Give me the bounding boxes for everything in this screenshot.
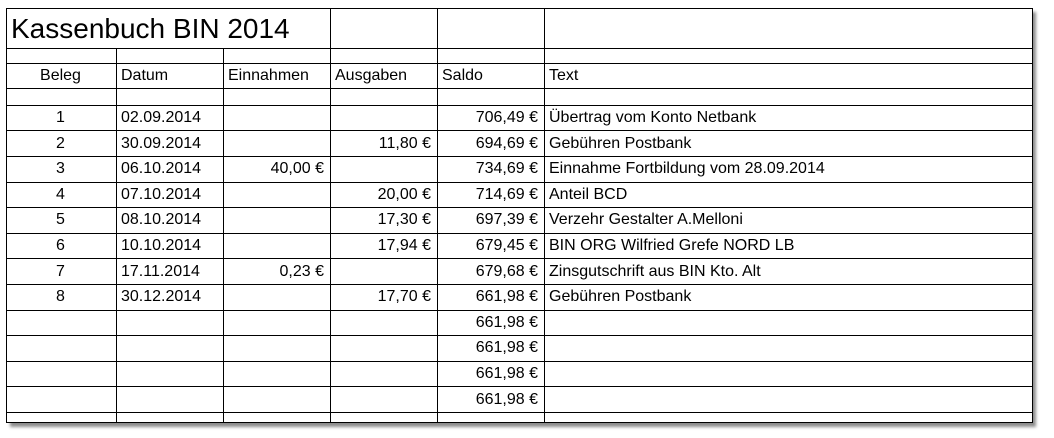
- text-cell[interactable]: Verzehr Gestalter A.Melloni: [545, 208, 1033, 234]
- empty-cell[interactable]: [331, 412, 438, 422]
- table-row: [7, 233, 1033, 259]
- table-row: [7, 105, 1033, 131]
- empty-cell[interactable]: [545, 49, 1033, 63]
- ausgaben-cell[interactable]: [331, 259, 438, 285]
- empty-cell[interactable]: [117, 412, 224, 422]
- ausgaben-cell[interactable]: [331, 310, 438, 336]
- empty-cell[interactable]: [331, 9, 438, 49]
- einnahmen-cell[interactable]: [224, 310, 331, 336]
- empty-cell[interactable]: [545, 412, 1033, 422]
- beleg-cell[interactable]: 6: [7, 233, 117, 259]
- empty-cell[interactable]: [438, 412, 545, 422]
- saldo-cell[interactable]: 697,39 €: [438, 208, 545, 234]
- einnahmen-cell[interactable]: 40,00 €: [224, 156, 331, 182]
- einnahmen-cell[interactable]: [224, 387, 331, 413]
- beleg-cell[interactable]: [7, 336, 117, 362]
- ausgaben-cell[interactable]: [331, 105, 438, 131]
- saldo-cell[interactable]: 706,49 €: [438, 105, 545, 131]
- text-cell[interactable]: Anteil BCD: [545, 182, 1033, 208]
- empty-cell[interactable]: [438, 89, 545, 106]
- beleg-cell[interactable]: 1: [7, 105, 117, 131]
- title-row: [7, 9, 1033, 49]
- table-row: [7, 259, 1033, 285]
- text-cell[interactable]: [545, 387, 1033, 413]
- datum-cell[interactable]: 08.10.2014: [117, 208, 224, 234]
- empty-cell[interactable]: [438, 9, 545, 49]
- einnahmen-cell[interactable]: [224, 105, 331, 131]
- table-row: [7, 310, 1033, 336]
- datum-cell[interactable]: [117, 310, 224, 336]
- header-saldo[interactable]: Saldo: [438, 63, 545, 89]
- text-cell[interactable]: [545, 310, 1033, 336]
- ausgaben-cell[interactable]: 17,30 €: [331, 208, 438, 234]
- datum-cell[interactable]: [117, 336, 224, 362]
- empty-cell[interactable]: [7, 412, 117, 422]
- cashbook-table: [6, 8, 1033, 423]
- einnahmen-cell[interactable]: 0,23 €: [224, 259, 331, 285]
- table-row: [7, 208, 1033, 234]
- datum-cell[interactable]: 30.12.2014: [117, 284, 224, 310]
- beleg-cell[interactable]: 2: [7, 131, 117, 157]
- empty-cell[interactable]: [331, 89, 438, 106]
- saldo-cell[interactable]: 679,68 €: [438, 259, 545, 285]
- datum-cell[interactable]: 10.10.2014: [117, 233, 224, 259]
- beleg-cell[interactable]: [7, 361, 117, 387]
- beleg-cell[interactable]: 3: [7, 156, 117, 182]
- empty-cell[interactable]: [224, 412, 331, 422]
- saldo-cell[interactable]: 661,98 €: [438, 361, 545, 387]
- text-cell[interactable]: Gebühren Postbank: [545, 131, 1033, 157]
- beleg-cell[interactable]: 4: [7, 182, 117, 208]
- spacer-row: [7, 89, 1033, 106]
- beleg-cell[interactable]: [7, 387, 117, 413]
- einnahmen-cell[interactable]: [224, 131, 331, 157]
- empty-cell[interactable]: [545, 89, 1033, 106]
- header-datum[interactable]: Datum: [117, 63, 224, 89]
- saldo-cell[interactable]: 661,98 €: [438, 336, 545, 362]
- spreadsheet-sheet: [6, 8, 1032, 423]
- ausgaben-cell[interactable]: 20,00 €: [331, 182, 438, 208]
- einnahmen-cell[interactable]: [224, 208, 331, 234]
- ausgaben-cell[interactable]: [331, 361, 438, 387]
- table-row: [7, 182, 1033, 208]
- saldo-cell[interactable]: 734,69 €: [438, 156, 545, 182]
- einnahmen-cell[interactable]: [224, 233, 331, 259]
- table-row: [7, 387, 1033, 413]
- datum-cell[interactable]: 30.09.2014: [117, 131, 224, 157]
- ausgaben-cell[interactable]: [331, 156, 438, 182]
- table-row: [7, 361, 1033, 387]
- datum-cell[interactable]: 06.10.2014: [117, 156, 224, 182]
- ausgaben-cell[interactable]: 11,80 €: [331, 131, 438, 157]
- datum-cell[interactable]: [117, 361, 224, 387]
- table-row: [7, 336, 1033, 362]
- empty-cell[interactable]: [545, 9, 1033, 49]
- header-beleg[interactable]: Beleg: [7, 63, 117, 89]
- beleg-cell[interactable]: 5: [7, 208, 117, 234]
- header-einnahmen[interactable]: Einnahmen: [224, 63, 331, 89]
- table-row: [7, 284, 1033, 310]
- spacer-row: [7, 49, 1033, 63]
- table-row: [7, 131, 1033, 157]
- text-cell[interactable]: Übertrag vom Konto Netbank: [545, 105, 1033, 131]
- beleg-cell[interactable]: 8: [7, 284, 117, 310]
- datum-cell[interactable]: 07.10.2014: [117, 182, 224, 208]
- spacer-row: [7, 412, 1033, 422]
- header-text[interactable]: Text: [545, 63, 1033, 89]
- ausgaben-cell[interactable]: [331, 387, 438, 413]
- beleg-cell[interactable]: [7, 310, 117, 336]
- header-row: [7, 63, 1033, 89]
- saldo-cell[interactable]: 714,69 €: [438, 182, 545, 208]
- text-cell[interactable]: Einnahme Fortbildung vom 28.09.2014: [545, 156, 1033, 182]
- empty-cell[interactable]: [224, 49, 331, 63]
- text-cell[interactable]: [545, 336, 1033, 362]
- saldo-cell[interactable]: 694,69 €: [438, 131, 545, 157]
- datum-cell[interactable]: 17.11.2014: [117, 259, 224, 285]
- einnahmen-cell[interactable]: [224, 361, 331, 387]
- empty-cell[interactable]: [117, 49, 224, 63]
- beleg-cell[interactable]: 7: [7, 259, 117, 285]
- text-cell[interactable]: BIN ORG Wilfried Grefe NORD LB: [545, 233, 1033, 259]
- einnahmen-cell[interactable]: [224, 336, 331, 362]
- empty-cell[interactable]: [224, 89, 331, 106]
- text-cell[interactable]: [545, 361, 1033, 387]
- saldo-cell[interactable]: 661,98 €: [438, 284, 545, 310]
- ausgaben-cell[interactable]: 17,94 €: [331, 233, 438, 259]
- datum-cell[interactable]: 02.09.2014: [117, 105, 224, 131]
- empty-cell[interactable]: [7, 49, 117, 63]
- datum-cell[interactable]: [117, 387, 224, 413]
- saldo-cell[interactable]: 679,45 €: [438, 233, 545, 259]
- text-cell[interactable]: Zinsgutschrift aus BIN Kto. Alt: [545, 259, 1033, 285]
- ausgaben-cell[interactable]: 17,70 €: [331, 284, 438, 310]
- saldo-cell[interactable]: 661,98 €: [438, 310, 545, 336]
- empty-cell[interactable]: [438, 49, 545, 63]
- header-ausgaben[interactable]: Ausgaben: [331, 63, 438, 89]
- table-row: [7, 156, 1033, 182]
- einnahmen-cell[interactable]: [224, 284, 331, 310]
- empty-cell[interactable]: [7, 89, 117, 106]
- empty-cell[interactable]: [331, 49, 438, 63]
- einnahmen-cell[interactable]: [224, 182, 331, 208]
- ausgaben-cell[interactable]: [331, 336, 438, 362]
- text-cell[interactable]: Gebühren Postbank: [545, 284, 1033, 310]
- sheet-title[interactable]: Kassenbuch BIN 2014: [7, 9, 331, 49]
- empty-cell[interactable]: [117, 89, 224, 106]
- saldo-cell[interactable]: 661,98 €: [438, 387, 545, 413]
